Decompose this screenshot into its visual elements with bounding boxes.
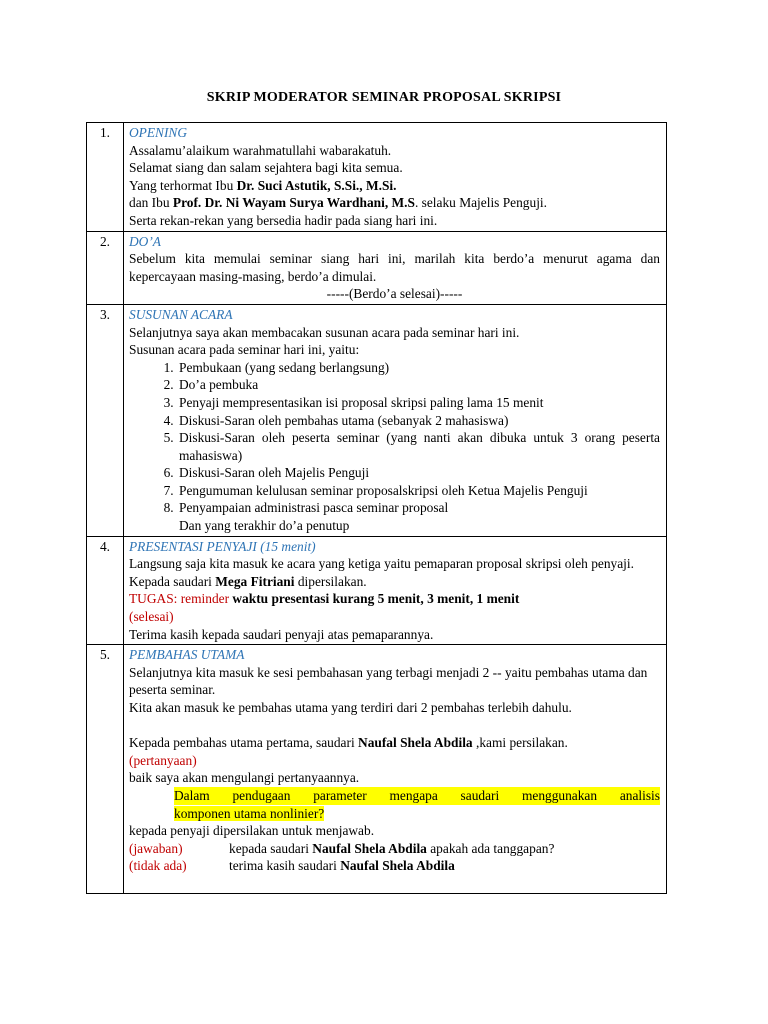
text-line: Kita akan masuk ke pembahas utama yang terdiri dari 2 pembahas terlebih dahulu. [129, 700, 572, 715]
text-line: Serta rekan-rekan yang bersedia hadir pada siang hari ini. [129, 212, 438, 228]
text-line: Assalamu’alaikum warahmatullahi wabarakatuh. [129, 142, 392, 158]
question-line: Dalam pendugaan parameter mengapa saudari menggunakan analisis [174, 787, 660, 803]
row-number: 4. [87, 536, 124, 645]
table-row [87, 304, 667, 536]
name-bold: Naufal Shela Abdila [312, 840, 427, 856]
list-item: 8. Penyampaian administrasi pasca seminar proposal [177, 499, 660, 517]
text-line: Yang terhormat Ibu Dr. Suci Astutik, S.Si., M.Si. [129, 177, 397, 193]
row-content [124, 123, 667, 232]
text-line: Selamat siang dan salam sejahtera bagi kita semua. [129, 160, 403, 176]
paragraph: Langsung saja kita masuk ke acara yang ketiga yaitu pemaparan proposal skripsi oleh penyaji. [129, 556, 634, 572]
row-number: 3. [87, 304, 124, 536]
section-heading: DO’A [129, 233, 161, 249]
table-row [87, 123, 667, 232]
question-line: komponen utama nonlinier? [174, 805, 325, 821]
cue-label: (jawaban) [129, 840, 183, 856]
name-bold: Dr. Suci Astutik, S.Si., M.Si. [236, 177, 397, 193]
row-content [124, 231, 667, 304]
row-content [124, 536, 667, 645]
list-item: 2. Do’a pembuka [177, 376, 660, 394]
spacer [129, 717, 660, 735]
document-title: SKRIP MODERATOR SEMINAR PROPOSAL SKRIPSI [206, 90, 562, 105]
text-line: Selanjutnya saya akan membacakan susunan acara pada seminar hari ini. [129, 324, 520, 340]
paragraph: Sebelum kita memulai seminar siang hari ini, marilah kita berdo’a menurut agama dan kepercayaan masing-masing, berdo’a dimulai. [129, 251, 660, 284]
name-bold: Naufal Shela Abdila [358, 735, 473, 751]
text-line [129, 590, 660, 608]
text-line: Terima kasih kepada saudari penyaji atas pemaparannya. [129, 626, 434, 642]
list-item: 6. Diskusi-Saran oleh Majelis Penguji [177, 464, 660, 482]
section-heading: PEMBAHAS UTAMA [129, 647, 245, 663]
text-line: Kepada saudari Mega Fitriani dipersilakan. [129, 573, 367, 589]
cue-label: (selesai) [129, 609, 174, 625]
agenda-list [129, 359, 660, 517]
table-row [87, 231, 667, 304]
text-line: -----(Berdo’a selesai)----- [326, 286, 463, 302]
text-line: dan Ibu Prof. Dr. Ni Wayam Surya Wardhani, M.S. selaku Majelis Penguji. [129, 195, 547, 211]
row-number: 2. [87, 231, 124, 304]
text-line: kepada penyaji dipersilakan untuk menjawab. [129, 823, 375, 839]
section-heading: PRESENTASI PENYAJI (15 menit) [129, 538, 316, 554]
highlighted-question [174, 787, 660, 822]
row-content [124, 645, 667, 894]
script-table [86, 122, 667, 894]
text-line: Dan yang terakhir do’a penutup [179, 518, 350, 534]
cue-label: (pertanyaan) [129, 752, 197, 768]
paragraph: Selanjutnya kita masuk ke sesi pembahasan yang terbagi menjadi 2 -- yaitu pembahas utama dan peserta seminar. [129, 664, 648, 698]
list-item: 7. Pengumuman kelulusan seminar proposalskripsi oleh Ketua Majelis Penguji [177, 482, 660, 500]
text-line: (tidak ada) terima kasih saudari Naufal Shela Abdila [129, 858, 455, 874]
row-number: 5. [87, 645, 124, 894]
table-row [87, 536, 667, 645]
cue-label: (tidak ada) [129, 858, 187, 874]
list-item: 1. Pembukaan (yang sedang berlangsung) [177, 359, 660, 377]
name-bold: Prof. Dr. Ni Wayam Surya Wardhani, M.S [172, 195, 415, 211]
name-bold: Mega Fitriani [215, 573, 295, 589]
task-label: TUGAS: reminder [129, 591, 233, 607]
list-item: 5. Diskusi-Saran oleh peserta seminar (yang nanti akan dibuka untuk 3 orang peserta mahasiswa) [177, 429, 660, 464]
text-line: baik saya akan mengulangi pertanyaannya. [129, 770, 360, 786]
name-bold: Naufal Shela Abdila [340, 858, 455, 874]
text-line: (jawaban) kepada saudari Naufal Shela Abdila apakah ada tanggapan? [129, 840, 555, 856]
section-heading: SUSUNAN ACARA [129, 306, 233, 322]
list-item: 3. Penyaji mempresentasikan isi proposal skripsi paling lama 15 menit [177, 394, 660, 412]
section-heading: OPENING [129, 125, 188, 140]
row-number: 1. [87, 123, 124, 232]
text-line: Kepada pembahas utama pertama, saudari Naufal Shela Abdila ,kami persilakan. [129, 735, 568, 751]
reminder-bold: waktu presentasi kurang 5 menit, 3 menit, 1 menit [232, 591, 520, 607]
table-row [87, 645, 667, 894]
row-content [124, 304, 667, 536]
text-line: Susunan acara pada seminar hari ini, yaitu: [129, 342, 360, 358]
list-item: 4. Diskusi-Saran oleh pembahas utama (sebanyak 2 mahasiswa) [177, 412, 660, 430]
